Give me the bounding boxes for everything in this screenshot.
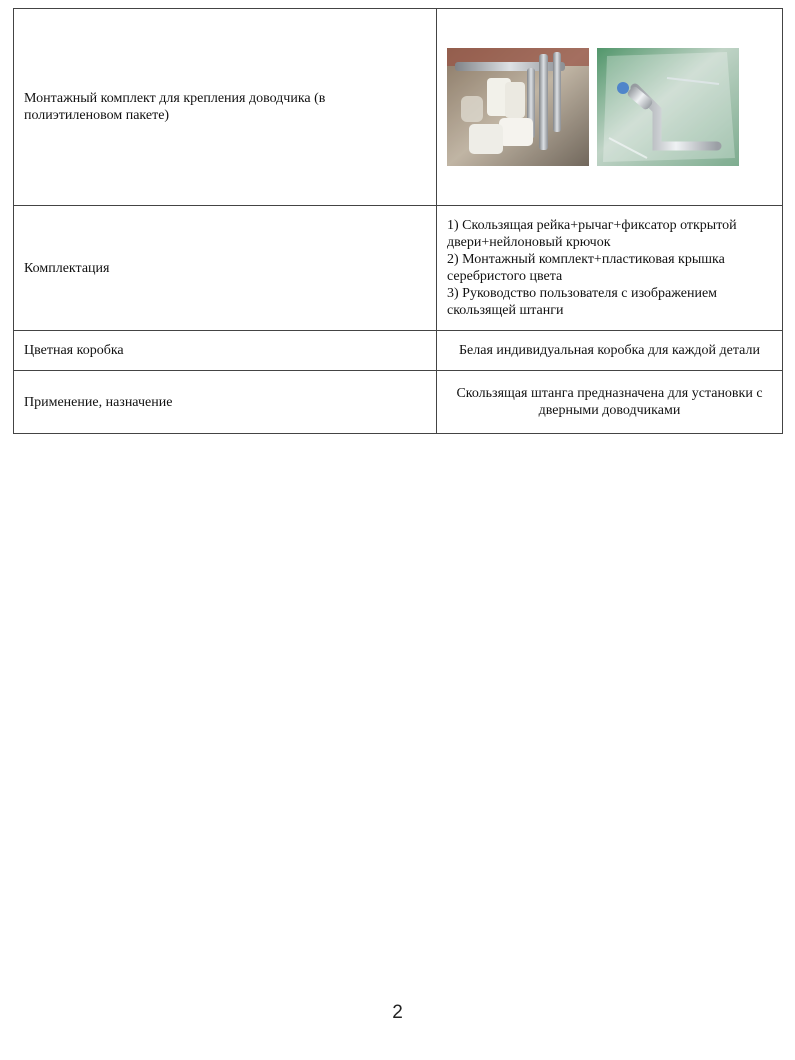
row-label: Применение, назначение: [14, 371, 437, 434]
table-row: [14, 206, 783, 331]
list-item: 1) Скользящая рейка+рычаг+фиксатор открытой двери+нейлоновый крючок: [447, 218, 737, 250]
spec-table: [13, 8, 783, 434]
contents-list: [437, 206, 783, 331]
photo-cell: [437, 9, 783, 206]
table-row: [14, 9, 783, 206]
list-item: 3) Руководство пользователя с изображением скользящей штанги: [447, 286, 718, 318]
row-label: Монтажный комплект для крепления доводчика (в полиэтиленовом пакете): [14, 9, 437, 206]
page-number: 2: [392, 1002, 403, 1023]
mounting-kit-bag-photo: [597, 48, 739, 166]
table-row: [14, 371, 783, 434]
row-label: Цветная коробка: [14, 331, 437, 371]
mounting-kit-parts-photo: [447, 48, 589, 166]
table-row: [14, 331, 783, 371]
list-item: 2) Монтажный комплект+пластиковая крышка серебристого цвета: [447, 252, 725, 284]
row-value: Скользящая штанга предназначена для установки с дверными доводчиками: [437, 371, 783, 434]
row-label: Комплектация: [14, 206, 437, 331]
row-value: Белая индивидуальная коробка для каждой детали: [437, 331, 783, 371]
